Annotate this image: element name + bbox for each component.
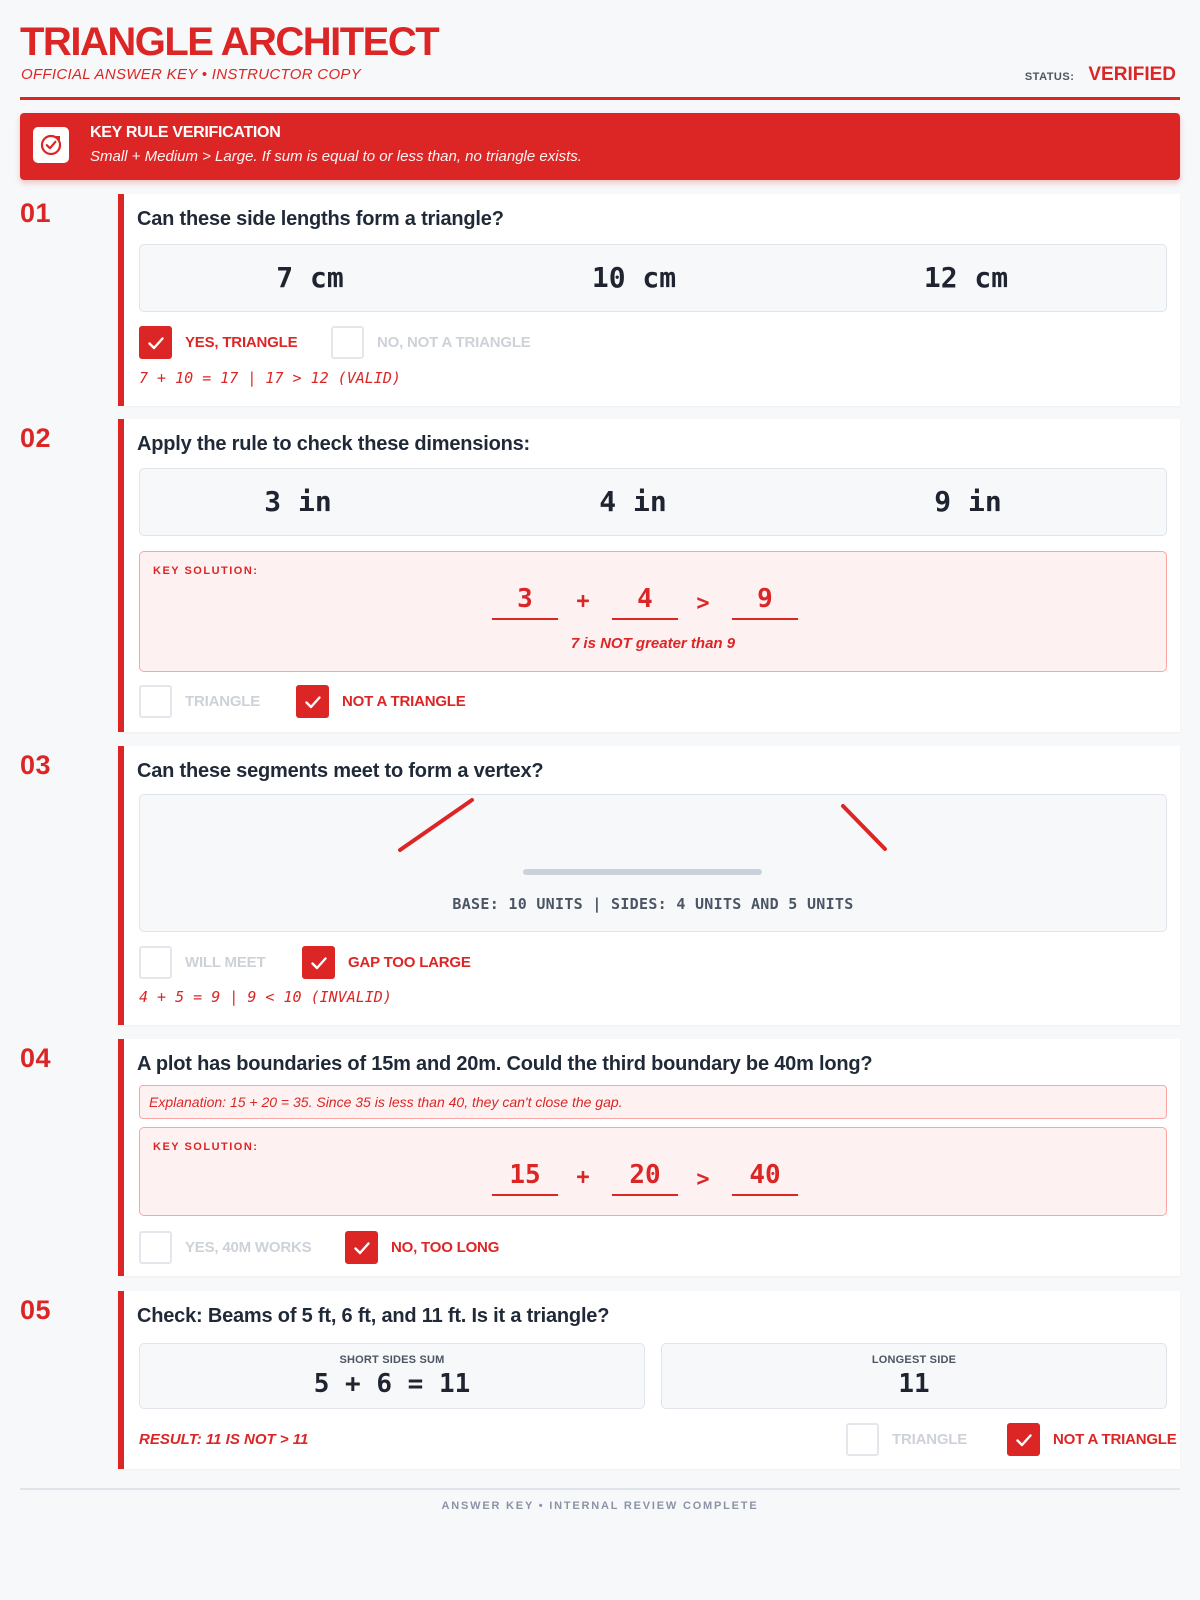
status-indicator: [1025, 64, 1176, 86]
problem-card-03: [118, 746, 1180, 1025]
longest-side-box: [661, 1343, 1167, 1409]
side-lengths-box: [139, 468, 1167, 536]
page-subtitle: OFFICIAL ANSWER KEY • INSTRUCTOR COPY: [21, 66, 362, 83]
checkbox-unchecked[interactable]: [139, 685, 172, 718]
plus-sign: +: [576, 1165, 590, 1190]
checkbox-checked[interactable]: [302, 946, 335, 979]
option-not-triangle[interactable]: [331, 326, 531, 359]
banner-text: Small + Medium > Large. If sum is equal to or less than, no triangle exists.: [90, 148, 582, 165]
question-text: Check: Beams of 5 ft, 6 ft, and 11 ft. Is it a triangle?: [137, 1305, 610, 1327]
page-header: [20, 14, 1180, 100]
checkbox-checked[interactable]: [139, 326, 172, 359]
checkbox-unchecked[interactable]: [139, 1231, 172, 1264]
option-label: NOT A TRIANGLE: [342, 693, 466, 710]
side-length: 4 in: [599, 485, 667, 518]
problem-number: 02: [20, 423, 52, 453]
checkbox-unchecked[interactable]: [846, 1423, 879, 1456]
side-length: 7 cm: [276, 261, 344, 294]
problem-card-05: [118, 1291, 1180, 1469]
explanation-box: Explanation: 15 + 20 = 35. Since 35 is less than 40, they can't close the gap.: [139, 1085, 1167, 1119]
checkbox-checked[interactable]: [1007, 1423, 1040, 1456]
problem-number: 04: [20, 1043, 52, 1073]
option-label: YES, TRIANGLE: [185, 334, 298, 351]
checkbox-checked[interactable]: [296, 685, 329, 718]
longest-side-value: 11: [898, 1369, 930, 1399]
option-label: GAP TOO LARGE: [348, 954, 471, 971]
side-length: 3 in: [264, 485, 332, 518]
status-label: STATUS:: [1024, 71, 1075, 83]
side-lengths-box: [139, 244, 1167, 312]
option-yes-40m[interactable]: [139, 1231, 311, 1264]
key-note: 7 is NOT greater than 9: [570, 635, 736, 652]
option-will-meet[interactable]: [139, 946, 265, 979]
option-label: YES, 40M WORKS: [185, 1239, 312, 1256]
side-length: 10 cm: [591, 261, 677, 294]
key-rule-banner: [20, 113, 1180, 180]
segments-caption: BASE: 10 UNITS | SIDES: 4 UNITS AND 5 UNITS: [452, 895, 854, 913]
option-triangle[interactable]: [139, 685, 260, 718]
option-no-too-long[interactable]: [345, 1231, 499, 1264]
key-value: 15: [492, 1160, 558, 1196]
option-not-triangle[interactable]: [296, 685, 466, 718]
option-label: NOT A TRIANGLE: [1053, 1431, 1177, 1448]
option-label: NO, NOT A TRIANGLE: [377, 334, 531, 351]
option-label: TRIANGLE: [892, 1431, 968, 1448]
option-gap-too-large[interactable]: [302, 946, 471, 979]
key-value: 3: [492, 584, 558, 620]
key-solution-box: [139, 1127, 1167, 1216]
work-shown: 4 + 5 = 9 | 9 < 10 (INVALID): [139, 988, 392, 1006]
short-sides-sum-label: SHORT SIDES SUM: [339, 1354, 445, 1366]
short-sides-sum-box: [139, 1343, 645, 1409]
key-solution-label: KEY SOLUTION:: [153, 565, 259, 577]
greater-than-sign: >: [696, 591, 710, 616]
option-not-triangle[interactable]: [1007, 1423, 1177, 1456]
question-text: A plot has boundaries of 15m and 20m. Could the third boundary be 40m long?: [137, 1053, 873, 1075]
footer-text: ANSWER KEY • INTERNAL REVIEW COMPLETE: [441, 1500, 759, 1512]
work-shown: 7 + 10 = 17 | 17 > 12 (VALID): [139, 369, 401, 387]
checkmark-icon: [146, 333, 166, 353]
segments-diagram: [139, 794, 1167, 932]
checkmark-icon: [352, 1238, 372, 1258]
problem-card-02: [118, 419, 1180, 732]
checkbox-checked[interactable]: [345, 1231, 378, 1264]
option-label: NO, TOO LONG: [391, 1239, 500, 1256]
key-value: 40: [732, 1160, 798, 1196]
option-yes-triangle[interactable]: [139, 326, 297, 359]
problem-card-01: [118, 194, 1180, 406]
right-side-segment: [843, 806, 885, 849]
checkbox-unchecked[interactable]: [331, 326, 364, 359]
checkmark-icon: [1014, 1430, 1034, 1450]
greater-than-sign: >: [696, 1167, 710, 1192]
key-solution-label: KEY SOLUTION:: [153, 1141, 259, 1153]
key-value: 4: [612, 584, 678, 620]
longest-side-label: LONGEST SIDE: [871, 1354, 957, 1366]
option-triangle[interactable]: [846, 1423, 967, 1456]
problem-number: 05: [20, 1295, 52, 1325]
side-length: 12 cm: [923, 261, 1009, 294]
side-length: 9 in: [934, 485, 1002, 518]
result-text: RESULT: 11 IS NOT > 11: [139, 1431, 309, 1448]
problem-card-04: [118, 1039, 1180, 1276]
option-label: WILL MEET: [185, 954, 266, 971]
plus-sign: +: [576, 589, 590, 614]
option-label: TRIANGLE: [185, 693, 261, 710]
key-value: 9: [732, 584, 798, 620]
checkmark-icon: [303, 692, 323, 712]
short-sides-sum-value: 5 + 6 = 11: [313, 1369, 471, 1399]
checkmark-icon: [309, 953, 329, 973]
checkbox-unchecked[interactable]: [139, 946, 172, 979]
question-text: Can these side lengths form a triangle?: [137, 208, 504, 230]
key-value: 20: [612, 1160, 678, 1196]
check-badge-icon: [33, 127, 69, 163]
problem-number: 03: [20, 750, 52, 780]
question-text: Can these segments meet to form a vertex?: [137, 760, 544, 782]
status-value: VERIFIED: [1088, 64, 1176, 85]
banner-title: KEY RULE VERIFICATION: [90, 124, 281, 141]
footer-divider: [20, 1488, 1180, 1490]
left-side-segment: [400, 800, 472, 850]
question-text: Apply the rule to check these dimensions:: [137, 433, 531, 455]
problem-number: 01: [20, 198, 52, 228]
key-solution-box: [139, 551, 1167, 672]
page-title: TRIANGLE ARCHITECT: [20, 20, 439, 64]
